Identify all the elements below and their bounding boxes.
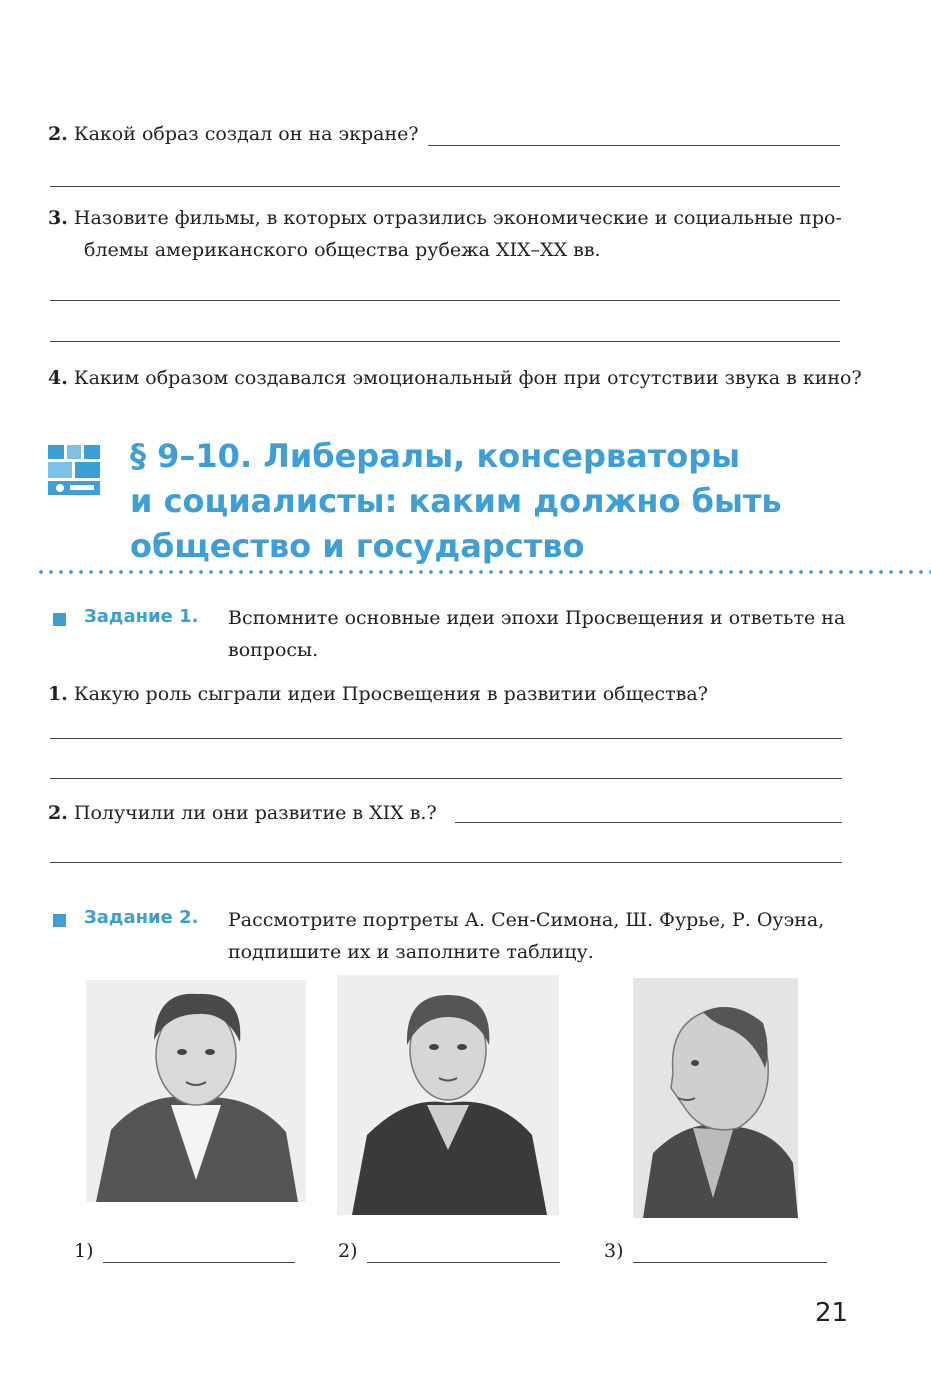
task1-text-line2: вопросы. <box>228 639 319 661</box>
section-title-line1: § 9–10. Либералы, консерваторы <box>130 437 741 475</box>
question-text: Получили ли они развитие в XIX в.? <box>73 802 437 824</box>
task1-label: Задание 1. <box>84 606 199 627</box>
caption-answer-line[interactable] <box>367 1262 560 1263</box>
question-number: 1. <box>48 683 68 705</box>
question-text-line1: Назовите фильмы, в которых отразились экономические и социальные про- <box>73 207 842 229</box>
answer-line[interactable] <box>50 778 842 779</box>
portrait-1 <box>86 980 306 1202</box>
answer-line[interactable] <box>50 341 840 342</box>
task1-text-line1: Вспомните основные идеи эпохи Просвещения и ответьте на <box>228 607 846 629</box>
question-3-top <box>48 202 848 266</box>
question-number: 3. <box>48 207 68 229</box>
question-text: Каким образом создавался эмоциональный фон при отсутствии звука в кино? <box>73 367 862 389</box>
task1-question-1 <box>48 678 708 710</box>
answer-line[interactable] <box>50 186 840 187</box>
task-bullet-icon <box>53 613 66 626</box>
section-icon <box>46 442 102 498</box>
answer-line[interactable] <box>50 738 842 739</box>
section-title-line3: общество и государство <box>130 527 585 565</box>
task2-text-line2: подпишите их и заполните таблицу. <box>228 941 594 963</box>
answer-line[interactable] <box>50 862 842 863</box>
caption-2: 2) <box>338 1240 358 1262</box>
task2-label: Задание 2. <box>84 907 199 928</box>
task1-text <box>228 602 850 666</box>
question-number: 2. <box>48 123 68 145</box>
question-text: Какую роль сыграли идеи Просвещения в развитии общества? <box>73 683 708 705</box>
caption-1: 1) <box>74 1240 94 1262</box>
answer-line[interactable] <box>50 300 840 301</box>
dotted-divider <box>36 569 931 575</box>
question-number: 2. <box>48 802 68 824</box>
question-text-line2: блемы американского общества рубежа XIX–XX вв. <box>84 239 601 261</box>
caption-answer-line[interactable] <box>103 1262 295 1263</box>
task-bullet-icon <box>53 914 66 927</box>
section-title <box>130 434 782 569</box>
portrait-3 <box>633 978 798 1218</box>
question-text: Какой образ создал он на экране? <box>73 123 419 145</box>
task2-text <box>228 904 850 968</box>
task2-text-line1: Рассмотрите портреты А. Сен-Симона, Ш. Фурье, Р. Оуэна, <box>228 909 825 931</box>
answer-line[interactable] <box>455 822 842 823</box>
section-title-line2: и социалисты: каким должно быть <box>130 482 782 520</box>
question-4-top <box>48 362 862 394</box>
answer-line[interactable] <box>428 145 840 146</box>
page-number: 21 <box>815 1298 849 1328</box>
task1-question-2 <box>48 797 437 829</box>
question-number: 4. <box>48 367 68 389</box>
question-2-top <box>48 118 419 150</box>
caption-3: 3) <box>604 1240 624 1262</box>
caption-answer-line[interactable] <box>633 1262 827 1263</box>
portrait-2 <box>337 975 559 1215</box>
